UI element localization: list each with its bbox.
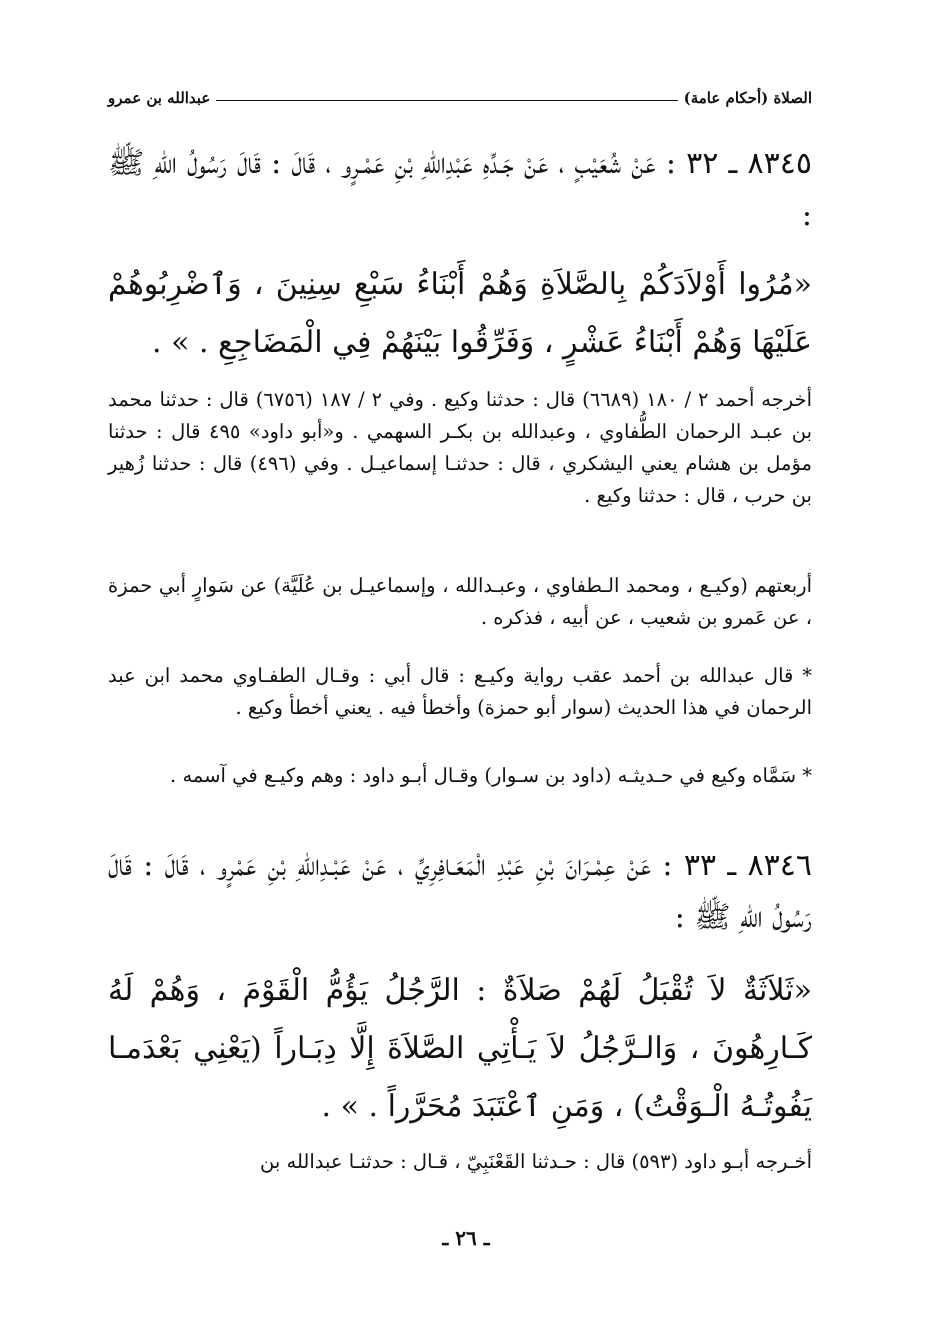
hadith-8345-title: ٨٣٤٥ ـ ٣٢ : عَنْ شُعَيْبٍ ، عَنْ جَـدِّهِ عَبْدِاللهِ بْنِ عَمْـرٍو ، قَالَ : قَالَ رَسُولُ اللهِ ﷺ : <box>108 146 812 233</box>
hadith-8345-takhrij: أخرجه أحمد ٢ / ١٨٠ (٦٦٨٩) قال : حدثنا وكيع . وفي ٢ / ١٨٧ (٦٧٥٦) قال : حدثنا محمد بن عبـد الرحمان الطُّفاوي ، وعبدالله بن بكـر السهمي . و«أبو داود» ٤٩٥ قال : حدثنا مؤمل بن هشام يعني اليشكري ، قال : حدثنـا إسماعيـل . وفي (٤٩٦) قال : حدثنا زُهير بن حرب ، قال : حدثنا وكيع . <box>108 388 813 507</box>
hadith-8346-matn: «ثَلاَثَةٌ لاَ تُقْبَلُ لَهُمْ صَلاَةٌ : الرَّجُلُ يَؤُمُّ الْقَوْمَ ، وَهُمْ لَهُ كَـارِهُونَ ، وَالـرَّجُلُ لاَ يَـأْتِي الصَّلاَةَ إِلَّا دِبَـاراً (يَعْنِي بَعْدَمـا يَفُوتُـهُ الْـوَقْتُ) ، وَمَنِ ٱعْتَبَدَ مُحَرَّراً . » . <box>108 973 812 1124</box>
page-number: ـ ٢٦ ـ <box>442 1226 490 1250</box>
header-section-title: عبدالله بن عمرو <box>108 89 211 107</box>
header-rule <box>216 100 677 101</box>
hadith-8345-narrators: أربعتهم (وكيـع ، ومحمد الـطفاوي ، وعبـدالله ، وإسماعيـل بن عُلَيَّة) عن سَوارٍ أبي حمزة ، عن عَمرو بن شعيب ، عن أبيه ، فذكره . <box>108 574 812 629</box>
hadith-8346-takhrij: أخـرجه أبـو داود (٥٩٣) قال : حـدثنا القَعْنَبِيّ ، قـال : حدثنـا عبدالله بن <box>260 1150 812 1173</box>
header-chapter-title: الصلاة (أحكام عامة) <box>683 89 812 107</box>
hadith-8345-note-2: * سَمَّاه وكيع في حـديثـه (داود بن سـوار) وقـال أبـو داود : وهم وكيـع في آسمه . <box>170 764 812 787</box>
hadith-8345-note-1: * قال عبدالله بن أحمد عقب رواية وكيـع : قال أبي : وقـال الطفـاوي محمد ابن عبد الرحمان في هذا الحديث (سوار أبو حمزة) وأخطأ فيه . يعني أخطأ وكيع . <box>108 664 812 719</box>
running-header <box>108 86 812 110</box>
hadith-8346-title: ٨٣٤٦ ـ ٣٣ : عَنْ عِمْـرَانَ بْنِ عَبْدِ الْمَعَـافِرِيِّ ، عَنْ عَبْـدِاللهِ بْنِ عَمْرٍو ، قَالَ : قَالَ رَسُولُ اللهِ ﷺ : <box>108 848 812 935</box>
hadith-8345-matn: «مُرُوا أَوْلاَدَكُمْ بِالصَّلاَةِ وَهُمْ أَبْنَاءُ سَبْعِ سِنِينَ ، وَٱضْرِبُوهُمْ عَلَيْهَا وَهُمْ أَبْنَاءُ عَشْرٍ ، وَفَرِّقُوا بَيْنَهُمْ فِي الْمَضَاجِعِ . » . <box>108 267 812 360</box>
